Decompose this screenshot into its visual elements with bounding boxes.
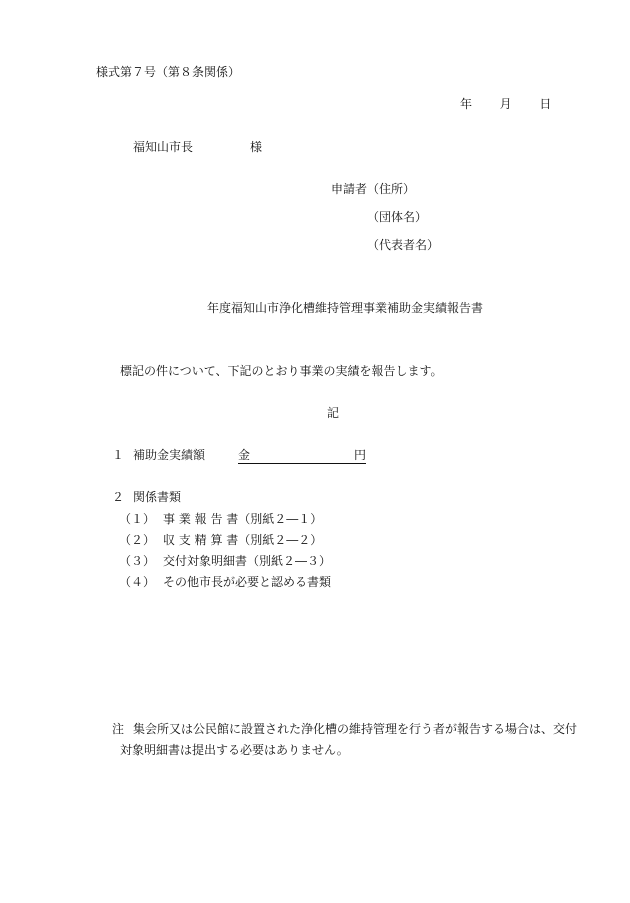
doc-item-num: （４） (119, 575, 156, 589)
doc-item-text: その他市長が必要と認める書類 (163, 575, 332, 589)
note-label: 注 (112, 722, 125, 736)
form-number: 様式第７号（第８条関係） (96, 65, 241, 79)
doc-item-text: 収 支 精 算 書（別紙２―２） (163, 533, 323, 547)
doc-item-num: （１） (119, 512, 156, 526)
date-year: 年 (460, 97, 473, 111)
item1-label: 補助金実績額 (133, 448, 206, 462)
doc-item-3 (119, 554, 331, 568)
applicant-address: （住所） (367, 182, 416, 196)
amount-prefix: 金 (238, 448, 251, 462)
item2-number: ２ (112, 490, 125, 504)
doc-item-4 (119, 575, 331, 589)
doc-item-num: （３） (119, 554, 156, 568)
doc-item-text: 交付対象明細書（別紙２―３） (163, 554, 332, 568)
amount-suffix: 円 (354, 448, 367, 462)
amount-underline (238, 448, 366, 464)
item1-number: １ (112, 448, 125, 462)
applicant-org-name: （団体名） (367, 210, 428, 224)
applicant-rep-name: （代表者名） (367, 238, 440, 252)
note-line-2: 対象明細書は提出する必要はありません。 (120, 743, 349, 757)
addressee-honorific: 様 (250, 140, 263, 154)
doc-item-text: 事 業 報 告 書（別紙２―１） (163, 512, 323, 526)
date-month: 月 (499, 97, 512, 111)
doc-item-num: （２） (119, 533, 156, 547)
addressee-name: 福知山市長 (133, 140, 194, 154)
applicant-label: 申請者 (331, 182, 368, 196)
doc-item-2 (119, 533, 322, 547)
date-day: 日 (539, 97, 552, 111)
item2-label: 関係書類 (133, 490, 182, 504)
note-line-1: 集会所又は公民館に設置された浄化槽の維持管理を行う者が報告する場合は、交付 (133, 722, 578, 736)
document-title: 年度福知山市浄化槽維持管理事業補助金実績報告書 (207, 301, 484, 315)
date-line (460, 97, 551, 111)
item1-amount (238, 448, 366, 464)
ki-heading: 記 (327, 406, 340, 420)
doc-item-1 (119, 512, 322, 526)
body-text: 標記の件について、下記のとおり事業の実績を報告します。 (120, 364, 443, 378)
